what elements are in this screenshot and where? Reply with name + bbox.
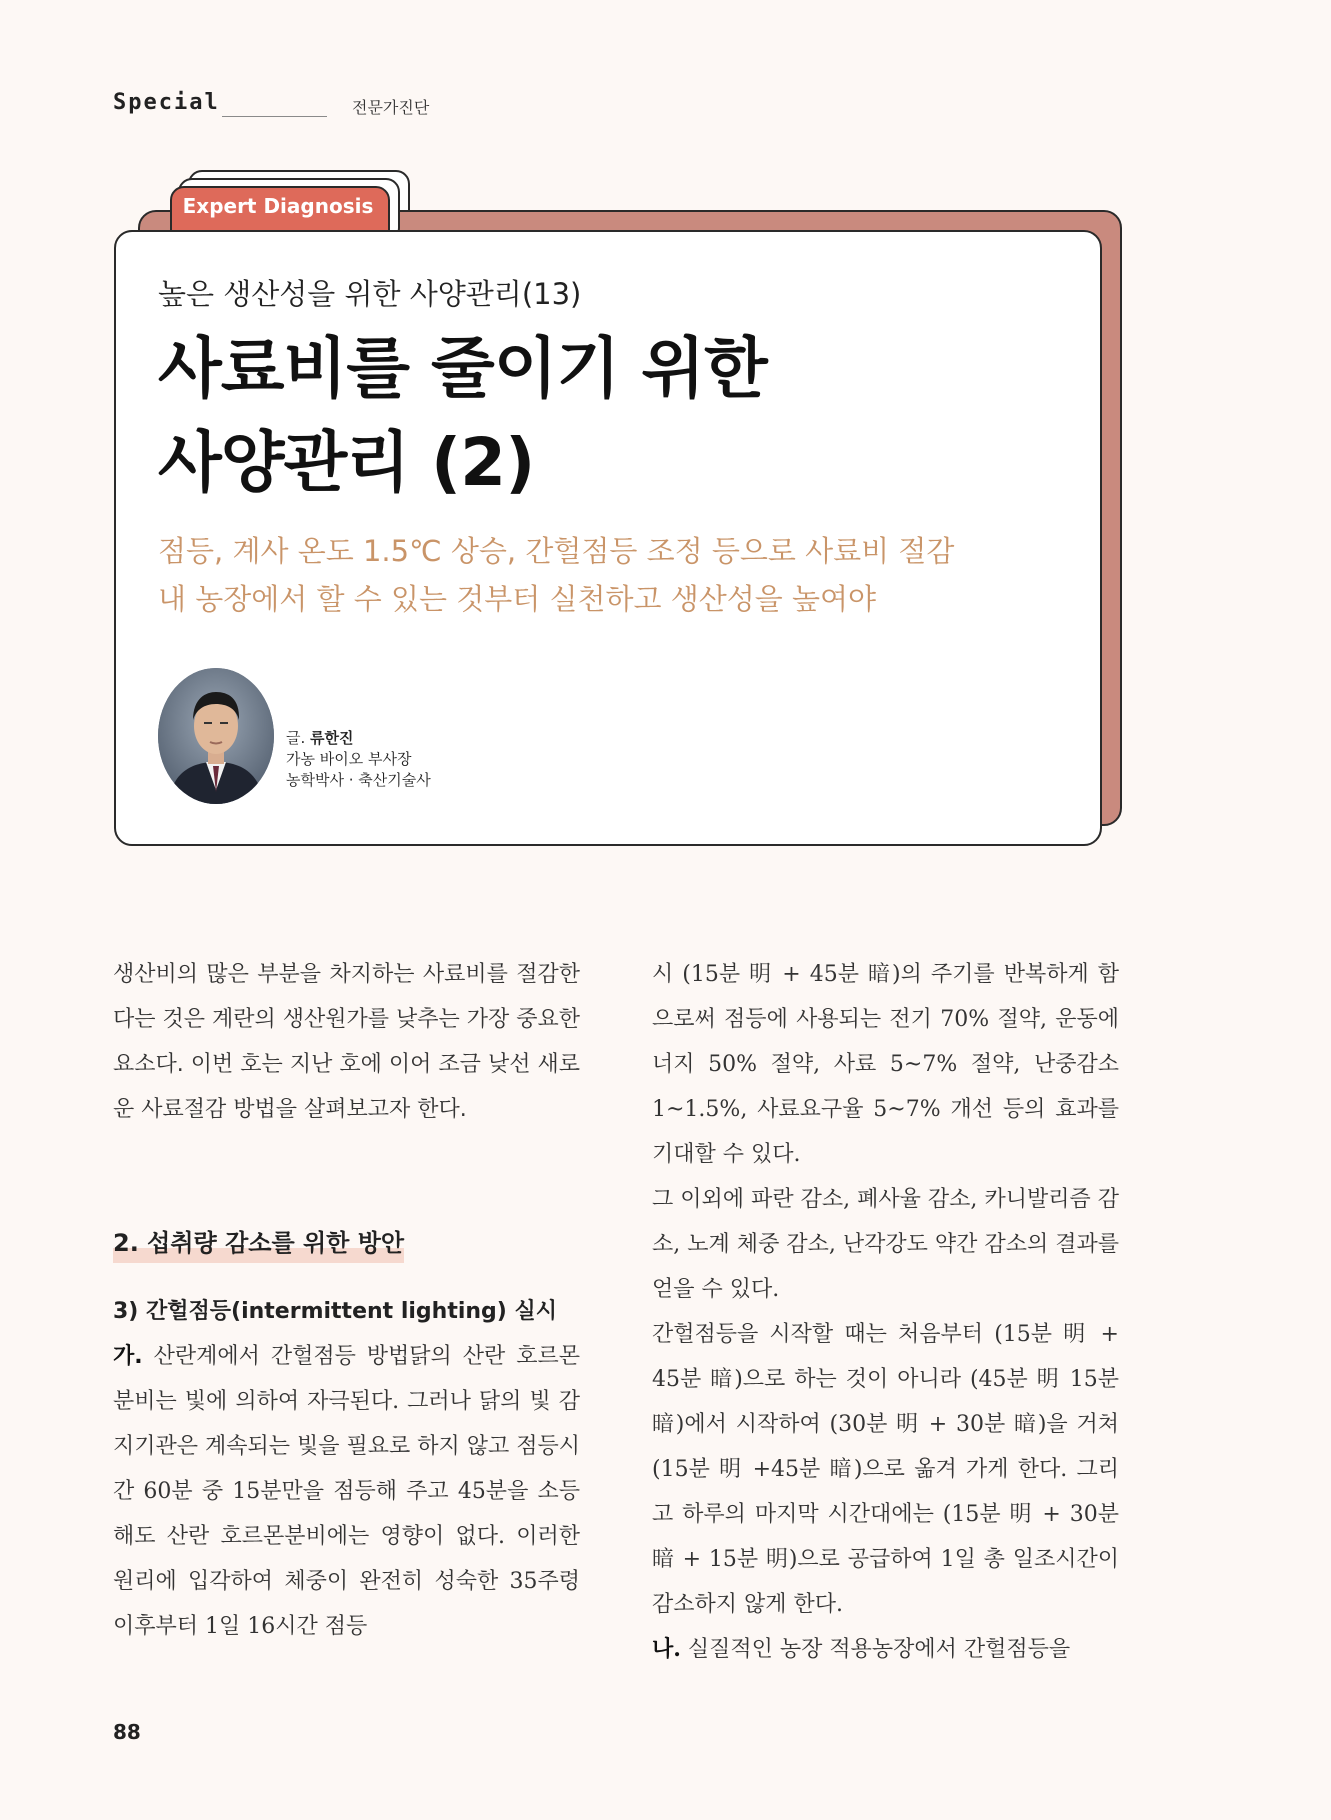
author-info [286, 728, 431, 791]
right-paragraph-1: 시 (15분 明 + 45분 暗)의 주기를 반복하게 함으로써 점등에 사용되는 전기 70% 절약, 운동에너지 50% 절약, 사료 5~7% 절약, 난중감소 1~1.5%, 사료요구율 5~7% 개선 등의 효과를 기대할 수 있다. [652, 962, 1119, 1167]
item-b-text: 실질적인 농장 적용농장에서 간헐점등을 [680, 1637, 1071, 1662]
item-a-paragraph [113, 1334, 580, 1649]
author-byline: 글. 류한진 [286, 729, 354, 747]
header-divider [222, 116, 327, 117]
title-line-1: 사료비를 줄이기 위한 [158, 330, 767, 407]
item-a-text: 산란계에서 간헐점등 방법닭의 산란 호르몬 분비는 빛에 의하여 자극된다. 그러나 닭의 빛 감지기관은 계속되는 빛을 필요로 하지 않고 점등시간 60분 중 15분만을 점등해 주고 45분을 소등해도 산란 호르몬분비에는 영향이 없다. 이러한 원리에 입각하여 체중이 완전히 성숙한 35주령 이후부터 1일 16시간 점등 [113, 1344, 581, 1639]
author-role: 가농 바이오 부사장 [286, 750, 412, 768]
article-subtitle [158, 527, 954, 623]
right-paragraph-3: 간헐점등을 시작할 때는 처음부터 (15분 明 + 45분 暗)으로 하는 것이 아니라 (45분 明 15분 暗)에서 시작하여 (30분 明 + 30분 暗)을 거쳐 (15분 明 +45분 暗)으로 옮겨 가게 한다. 그리고 하루의 마지막 시간대에는 (15분 明 + 30분 暗 + 15분 明)으로 공급하여 1일 총 일조시간이 감소하지 않게 한다. [652, 1322, 1119, 1617]
section-heading: 2. 섭취량 감소를 위한 방안 [113, 1223, 404, 1263]
title-line-2: 사양관리 (2) [158, 424, 535, 501]
item-a-label: 가. [113, 1344, 143, 1369]
item-b-paragraph [652, 1627, 1119, 1672]
series-title: 높은 생산성을 위한 사양관리(13) [158, 277, 582, 311]
author-degree: 농학박사 · 축산기술사 [286, 771, 431, 789]
author-photo [158, 668, 274, 804]
author-name: 류한진 [310, 729, 354, 747]
section-label: Special [113, 90, 220, 115]
article-title [158, 322, 767, 510]
intro-paragraph: 생산비의 많은 부분을 차지하는 사료비를 절감한다는 것은 계란의 생산원가를 낮추는 가장 중요한 요소다. 이번 호는 지난 호에 이어 조금 낮선 새로운 사료절감 방법을 살펴보고자 한다. [113, 962, 581, 1122]
page-number: 88 [113, 1720, 141, 1744]
body-column-right [652, 952, 1119, 1672]
tab-label: Expert Diagnosis [182, 194, 374, 218]
section-category: 전문가진단 [352, 98, 430, 117]
body-column-left [113, 952, 580, 1649]
subtitle-line-1: 점등, 계사 온도 1.5℃ 상승, 간헐점등 조정 등으로 사료비 절감 [158, 534, 955, 568]
right-paragraph-2: 그 이외에 파란 감소, 폐사율 감소, 카니발리즘 감소, 노계 체중 감소, 난각강도 약간 감소의 결과를 얻을 수 있다. [652, 1187, 1119, 1302]
subtitle-line-2: 내 농장에서 할 수 있는 것부터 실천하고 생산성을 높여야 [158, 582, 877, 616]
author-portrait-icon [158, 668, 274, 804]
subsection-heading: 3) 간헐점등(intermittent lighting) 실시 [113, 1299, 558, 1324]
item-b-label: 나. [652, 1636, 681, 1662]
